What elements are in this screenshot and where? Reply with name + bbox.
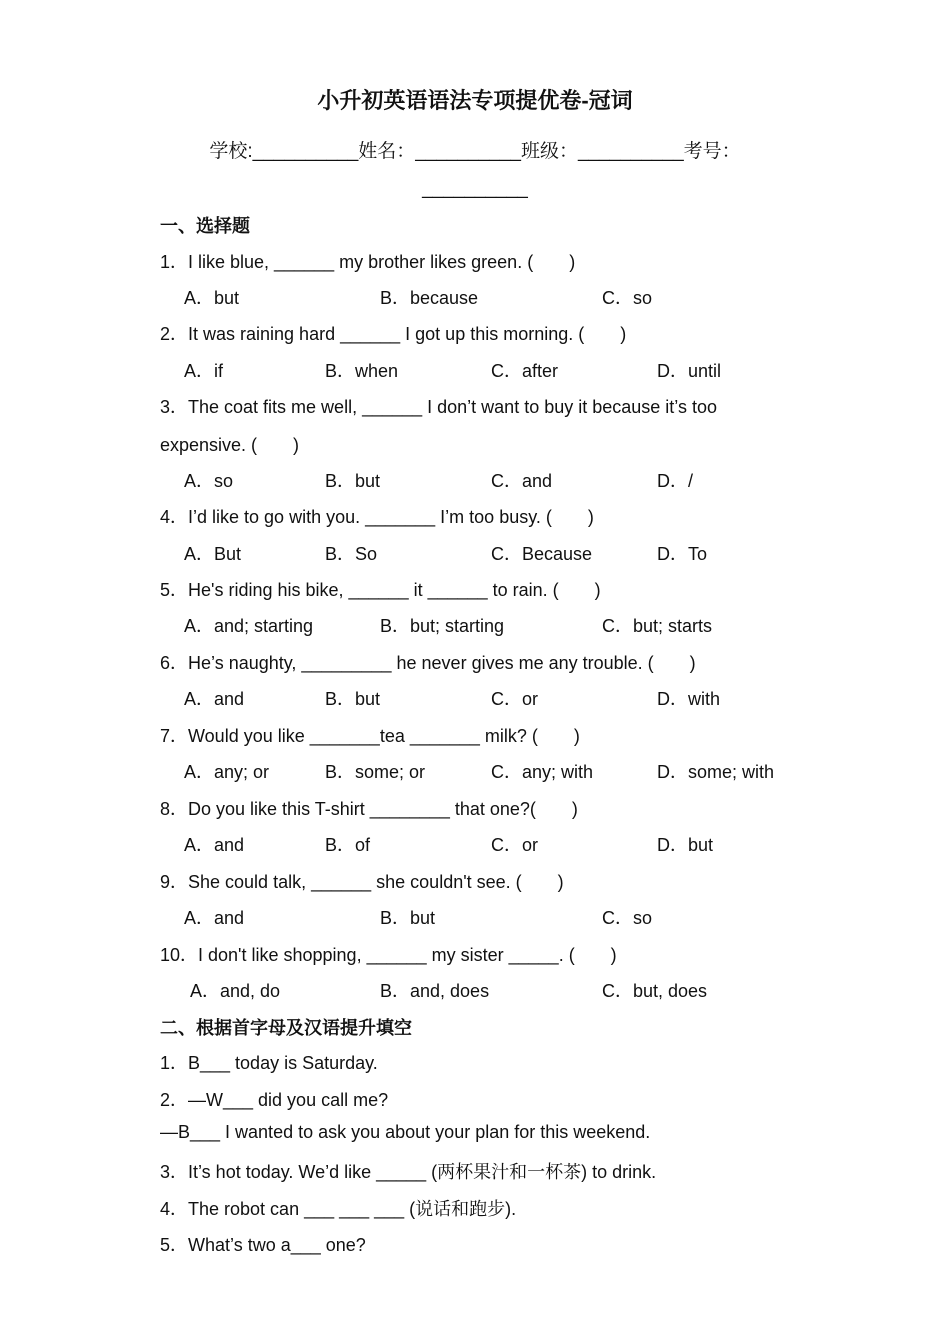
option-a: A．and	[184, 835, 245, 855]
options-3	[0, 467, 950, 491]
option-d: D．but	[657, 835, 714, 855]
option-b: B．of	[325, 835, 371, 855]
option-b: B．because	[380, 288, 479, 308]
fill-line-1: 1．B___ today is Saturday.	[160, 1053, 378, 1073]
option-c: C．after	[491, 361, 559, 381]
option-a: A．and	[184, 908, 245, 928]
options-5	[0, 612, 950, 636]
options-2	[0, 357, 950, 381]
option-b: B．but; starting	[380, 616, 505, 636]
section-heading-choice: 一、选择题	[160, 216, 250, 236]
option-b: B．but	[325, 471, 381, 491]
fill-line-2: 2．—W___ did you call me?	[160, 1090, 389, 1110]
question-10: 10．I don't like shopping, ______ my sister _____. ( )	[160, 945, 617, 965]
option-a: A．But	[184, 544, 242, 564]
option-d: D．/	[657, 471, 693, 491]
option-c: C．but; starts	[602, 616, 713, 636]
section-heading-fill-in: 二、根据首字母及汉语提升填空	[160, 1018, 412, 1038]
page-title: 小升初英语语法专项提优卷-冠词	[317, 88, 633, 113]
question-3: 3．The coat fits me well, ______ I don’t want to buy it because it’s too	[160, 397, 717, 417]
option-b: B．So	[325, 544, 378, 564]
options-7	[0, 758, 950, 782]
options-8	[0, 831, 950, 855]
option-b: B．when	[325, 361, 399, 381]
option-c: C．any; with	[491, 762, 594, 782]
options-10	[0, 977, 950, 1001]
option-d: D．To	[657, 544, 708, 564]
option-c: C．and	[491, 471, 553, 491]
option-c: C．so	[602, 288, 653, 308]
option-d: D．until	[657, 361, 722, 381]
option-c: C．Because	[491, 544, 593, 564]
options-4	[0, 540, 950, 564]
option-a: A．and; starting	[184, 616, 314, 636]
option-a: A．if	[184, 361, 224, 381]
fill-line-5: 5．What’s two a___ one?	[160, 1235, 366, 1255]
option-a: A．any; or	[184, 762, 270, 782]
question-3-continued: expensive. ( )	[160, 435, 300, 455]
question-8: 8．Do you like this T-shirt ________ that one?( )	[160, 799, 578, 819]
question-2: 2．It was raining hard ______ I got up this morning. ( )	[160, 324, 627, 344]
option-a: A．so	[184, 471, 234, 491]
option-b: B．some; or	[325, 762, 426, 782]
student-info-line-continued: __________	[422, 178, 528, 199]
option-c: C．or	[491, 689, 539, 709]
fill-line-2-answer: —B___ I wanted to ask you about your plan for this weekend.	[160, 1122, 651, 1142]
question-5: 5．He's riding his bike, ______ it ______ to rain. ( )	[160, 580, 601, 600]
student-info-line: 学校:__________姓名：__________班级：__________考号：	[209, 141, 741, 162]
option-a: A．and	[184, 689, 245, 709]
option-d: D．with	[657, 689, 721, 709]
question-4: 4．I’d like to go with you. _______ I’m too busy. ( )	[160, 507, 594, 527]
option-c: C．but, does	[602, 981, 708, 1001]
option-a: A．but	[184, 288, 240, 308]
option-b: B．and, does	[380, 981, 490, 1001]
option-c: C．or	[491, 835, 539, 855]
question-1: 1．I like blue, ______ my brother likes green. ( )	[160, 252, 576, 272]
fill-line-3: 3．It’s hot today. We’d like _____ (两杯果汁和一杯茶) to drink.	[160, 1162, 657, 1182]
option-d: D．some; with	[657, 762, 775, 782]
option-a: A．and, do	[190, 981, 281, 1001]
options-9	[0, 904, 950, 928]
question-6: 6．He’s naughty, _________ he never gives me any trouble. ( )	[160, 653, 696, 673]
option-b: B．but	[380, 908, 436, 928]
option-b: B．but	[325, 689, 381, 709]
option-c: C．so	[602, 908, 653, 928]
fill-line-4: 4．The robot can ___ ___ ___ (说话和跑步).	[160, 1199, 517, 1219]
question-7: 7．Would you like _______tea _______ milk? ( )	[160, 726, 580, 746]
options-1	[0, 284, 950, 308]
options-6	[0, 685, 950, 709]
question-9: 9．She could talk, ______ she couldn't see. ( )	[160, 872, 564, 892]
